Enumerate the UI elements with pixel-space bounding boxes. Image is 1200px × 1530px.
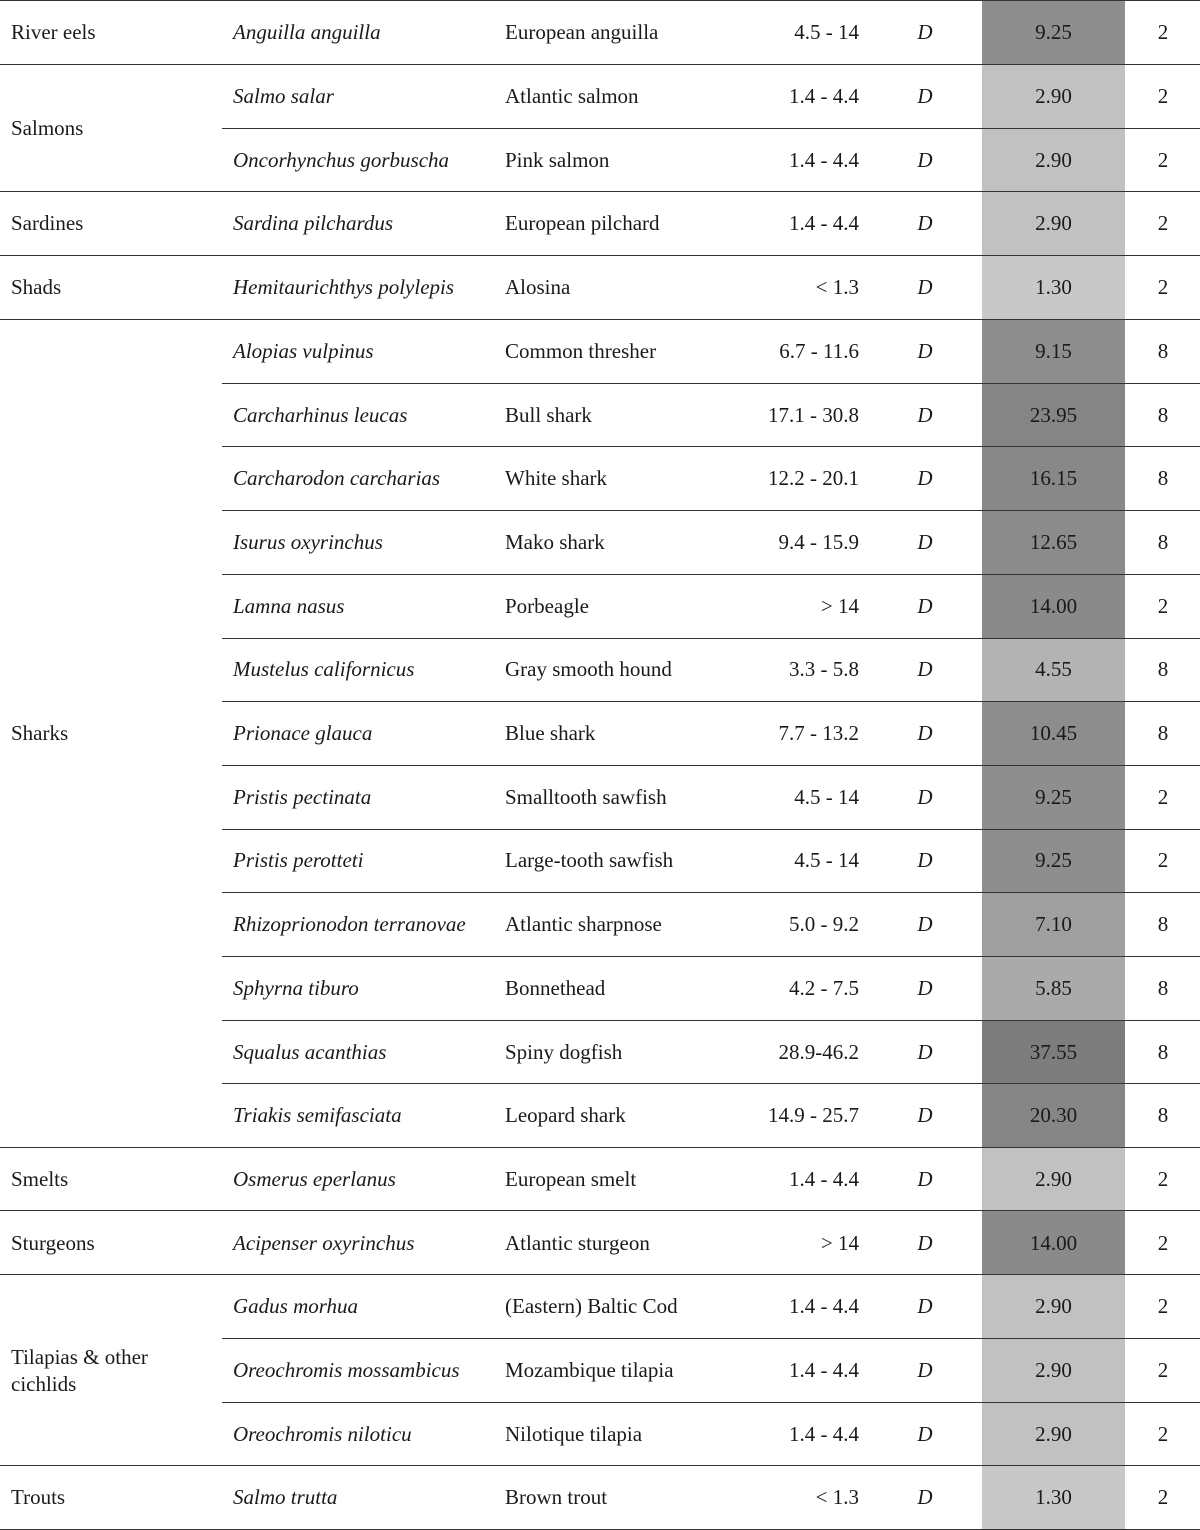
group-divider bbox=[0, 0, 1200, 1]
common-name: European smelt bbox=[505, 1166, 637, 1191]
range-value: 6.7 - 11.6 bbox=[779, 338, 859, 363]
mean-value: 9.25 bbox=[1035, 848, 1072, 873]
common-name: White shark bbox=[505, 466, 608, 491]
mean-value: 2.90 bbox=[1035, 84, 1072, 109]
count-value: 8 bbox=[1157, 975, 1169, 1000]
mean-value: 2.90 bbox=[1035, 1166, 1072, 1191]
range-value: 1.4 - 4.4 bbox=[789, 1166, 859, 1191]
range-value: 28.9-46.2 bbox=[778, 1039, 859, 1064]
scientific-name: Pristis pectinata bbox=[233, 784, 372, 809]
row-divider bbox=[222, 510, 1200, 511]
scientific-name: Pristis perotteti bbox=[233, 848, 364, 873]
count-value: 8 bbox=[1157, 1039, 1169, 1064]
code-label: D bbox=[917, 848, 933, 873]
mean-value: 7.10 bbox=[1035, 912, 1072, 937]
row-divider bbox=[222, 574, 1200, 575]
range-value: 1.4 - 4.4 bbox=[789, 1358, 859, 1383]
mean-value: 10.45 bbox=[1029, 721, 1078, 746]
mean-value: 37.55 bbox=[1029, 1039, 1078, 1064]
mean-value: 4.55 bbox=[1035, 657, 1072, 682]
common-name: Atlantic salmon bbox=[505, 84, 639, 109]
row-divider bbox=[222, 892, 1200, 893]
scientific-name: Sphyrna tiburo bbox=[233, 975, 359, 1000]
group-label: Shads bbox=[11, 275, 62, 300]
range-value: 1.4 - 4.4 bbox=[789, 147, 859, 172]
count-value: 2 bbox=[1157, 848, 1169, 873]
scientific-name: Rhizoprionodon terranovae bbox=[233, 912, 466, 937]
code-label: D bbox=[917, 784, 933, 809]
code-label: D bbox=[917, 1421, 933, 1446]
row-divider bbox=[222, 383, 1200, 384]
scientific-name: Triakis semifasciata bbox=[233, 1103, 402, 1128]
group-label: River eels bbox=[11, 20, 96, 45]
group-label: Sharks bbox=[11, 721, 69, 746]
count-value: 8 bbox=[1157, 529, 1169, 554]
range-value: 14.9 - 25.7 bbox=[768, 1103, 859, 1128]
mean-value: 9.25 bbox=[1035, 784, 1072, 809]
mean-value: 14.00 bbox=[1029, 1230, 1078, 1255]
mean-value: 2.90 bbox=[1035, 211, 1072, 236]
code-label: D bbox=[917, 1485, 933, 1510]
scientific-name: Prionace glauca bbox=[233, 721, 373, 746]
count-value: 2 bbox=[1157, 1166, 1169, 1191]
mean-value: 2.90 bbox=[1035, 1358, 1072, 1383]
common-name: (Eastern) Baltic Cod bbox=[505, 1294, 678, 1319]
row-divider bbox=[222, 956, 1200, 957]
count-value: 2 bbox=[1157, 1294, 1169, 1319]
row-divider bbox=[222, 638, 1200, 639]
code-label: D bbox=[917, 1230, 933, 1255]
scientific-name: Oncorhynchus gorbuscha bbox=[233, 147, 450, 172]
group-label: Tilapias & other cichlids bbox=[11, 1344, 148, 1396]
code-label: D bbox=[917, 657, 933, 682]
common-name: European pilchard bbox=[505, 211, 660, 236]
common-name: Alosina bbox=[505, 275, 571, 300]
range-value: 1.4 - 4.4 bbox=[789, 1421, 859, 1446]
group-divider bbox=[0, 319, 1200, 320]
count-value: 8 bbox=[1157, 1103, 1169, 1128]
code-label: D bbox=[917, 338, 933, 363]
count-value: 8 bbox=[1157, 466, 1169, 491]
code-label: D bbox=[917, 275, 933, 300]
group-divider bbox=[0, 255, 1200, 256]
count-value: 2 bbox=[1157, 147, 1169, 172]
common-name: Porbeagle bbox=[505, 593, 589, 618]
range-value: 1.4 - 4.4 bbox=[789, 84, 859, 109]
group-divider bbox=[0, 1147, 1200, 1148]
count-value: 2 bbox=[1157, 1358, 1169, 1383]
range-value: 4.5 - 14 bbox=[794, 784, 859, 809]
common-name: Bonnethead bbox=[505, 975, 606, 1000]
scientific-name: Alopias vulpinus bbox=[233, 338, 374, 363]
count-value: 8 bbox=[1157, 657, 1169, 682]
count-value: 8 bbox=[1157, 912, 1169, 937]
mean-value: 12.65 bbox=[1029, 529, 1078, 554]
group-divider bbox=[0, 1274, 1200, 1275]
row-divider bbox=[222, 701, 1200, 702]
range-value: 9.4 - 15.9 bbox=[778, 529, 859, 554]
group-divider bbox=[0, 191, 1200, 192]
mean-value: 2.90 bbox=[1035, 1421, 1072, 1446]
common-name: Mozambique tilapia bbox=[505, 1358, 674, 1383]
mean-value: 23.95 bbox=[1029, 402, 1078, 427]
count-value: 2 bbox=[1157, 20, 1169, 45]
row-divider bbox=[222, 1083, 1200, 1084]
common-name: Pink salmon bbox=[505, 147, 610, 172]
scientific-name: Sardina pilchardus bbox=[233, 211, 394, 236]
code-label: D bbox=[917, 1166, 933, 1191]
count-value: 2 bbox=[1157, 1421, 1169, 1446]
code-label: D bbox=[917, 1294, 933, 1319]
common-name: Leopard shark bbox=[505, 1103, 626, 1128]
group-divider bbox=[0, 1210, 1200, 1211]
common-name: Atlantic sharpnose bbox=[505, 912, 662, 937]
count-value: 2 bbox=[1157, 593, 1169, 618]
mean-value: 1.30 bbox=[1035, 1485, 1072, 1510]
common-name: Smalltooth sawfish bbox=[505, 784, 667, 809]
range-value: 1.4 - 4.4 bbox=[789, 1294, 859, 1319]
group-label: Trouts bbox=[11, 1485, 66, 1510]
group-label: Salmons bbox=[11, 115, 84, 140]
code-label: D bbox=[917, 721, 933, 746]
count-value: 2 bbox=[1157, 1485, 1169, 1510]
scientific-name: Carcharodon carcharias bbox=[233, 466, 441, 491]
common-name: Blue shark bbox=[505, 721, 596, 746]
common-name: Bull shark bbox=[505, 402, 592, 427]
common-name: Gray smooth hound bbox=[505, 657, 672, 682]
range-value: 12.2 - 20.1 bbox=[768, 466, 859, 491]
count-value: 2 bbox=[1157, 84, 1169, 109]
scientific-name: Squalus acanthias bbox=[233, 1039, 387, 1064]
scientific-name: Osmerus eperlanus bbox=[233, 1166, 396, 1191]
mean-value: 9.15 bbox=[1035, 338, 1072, 363]
count-value: 2 bbox=[1157, 784, 1169, 809]
range-value: < 1.3 bbox=[815, 275, 859, 300]
group-divider bbox=[0, 64, 1200, 65]
scientific-name: Mustelus californicus bbox=[233, 657, 415, 682]
mean-value: 14.00 bbox=[1029, 593, 1078, 618]
range-value: > 14 bbox=[820, 593, 859, 618]
scientific-name: Isurus oxyrinchus bbox=[233, 529, 383, 554]
mean-value: 1.30 bbox=[1035, 275, 1072, 300]
range-value: 4.5 - 14 bbox=[794, 848, 859, 873]
row-divider bbox=[222, 829, 1200, 830]
mean-value: 2.90 bbox=[1035, 147, 1072, 172]
common-name: Atlantic sturgeon bbox=[505, 1230, 650, 1255]
range-value: 4.5 - 14 bbox=[794, 20, 859, 45]
group-label: Sturgeons bbox=[11, 1230, 95, 1255]
code-label: D bbox=[917, 84, 933, 109]
scientific-name: Salmo trutta bbox=[233, 1485, 338, 1510]
group-label: Sardines bbox=[11, 211, 84, 236]
count-value: 8 bbox=[1157, 402, 1169, 427]
code-label: D bbox=[917, 593, 933, 618]
mean-value: 2.90 bbox=[1035, 1294, 1072, 1319]
common-name: Common thresher bbox=[505, 338, 657, 363]
common-name: Mako shark bbox=[505, 529, 605, 554]
row-divider bbox=[222, 1338, 1200, 1339]
mean-value: 9.25 bbox=[1035, 20, 1072, 45]
range-value: > 14 bbox=[820, 1230, 859, 1255]
code-label: D bbox=[917, 1103, 933, 1128]
code-label: D bbox=[917, 1039, 933, 1064]
code-label: D bbox=[917, 211, 933, 236]
scientific-name: Hemitaurichthys polylepis bbox=[233, 275, 455, 300]
scientific-name: Lamna nasus bbox=[233, 593, 345, 618]
count-value: 2 bbox=[1157, 275, 1169, 300]
common-name: European anguilla bbox=[505, 20, 659, 45]
common-name: Brown trout bbox=[505, 1485, 608, 1510]
range-value: 7.7 - 13.2 bbox=[778, 721, 859, 746]
scientific-name: Anguilla anguilla bbox=[233, 20, 381, 45]
count-value: 8 bbox=[1157, 338, 1169, 363]
code-label: D bbox=[917, 975, 933, 1000]
mean-value: 16.15 bbox=[1029, 466, 1078, 491]
range-value: 4.2 - 7.5 bbox=[789, 975, 859, 1000]
mean-value: 20.30 bbox=[1029, 1103, 1078, 1128]
common-name: Large-tooth sawfish bbox=[505, 848, 674, 873]
code-label: D bbox=[917, 912, 933, 937]
code-label: D bbox=[917, 1358, 933, 1383]
common-name: Nilotique tilapia bbox=[505, 1421, 643, 1446]
row-divider bbox=[222, 1020, 1200, 1021]
count-value: 2 bbox=[1157, 211, 1169, 236]
scientific-name: Oreochromis mossambicus bbox=[233, 1358, 460, 1383]
common-name: Spiny dogfish bbox=[505, 1039, 623, 1064]
row-divider bbox=[222, 446, 1200, 447]
count-value: 2 bbox=[1157, 1230, 1169, 1255]
scientific-name: Carcharhinus leucas bbox=[233, 402, 408, 427]
code-label: D bbox=[917, 466, 933, 491]
scientific-name: Acipenser oxyrinchus bbox=[233, 1230, 415, 1255]
row-divider bbox=[222, 765, 1200, 766]
group-label: Smelts bbox=[11, 1166, 69, 1191]
code-label: D bbox=[917, 147, 933, 172]
range-value: 5.0 - 9.2 bbox=[789, 912, 859, 937]
code-label: D bbox=[917, 20, 933, 45]
code-label: D bbox=[917, 529, 933, 554]
scientific-name: Gadus morhua bbox=[233, 1294, 359, 1319]
range-value: 3.3 - 5.8 bbox=[789, 657, 859, 682]
row-divider bbox=[222, 128, 1200, 129]
mean-value: 5.85 bbox=[1035, 975, 1072, 1000]
group-divider bbox=[0, 1465, 1200, 1466]
range-value: 17.1 - 30.8 bbox=[768, 402, 859, 427]
scientific-name: Salmo salar bbox=[233, 84, 334, 109]
range-value: < 1.3 bbox=[815, 1485, 859, 1510]
row-divider bbox=[222, 1402, 1200, 1403]
range-value: 1.4 - 4.4 bbox=[789, 211, 859, 236]
code-label: D bbox=[917, 402, 933, 427]
count-value: 8 bbox=[1157, 721, 1169, 746]
scientific-name: Oreochromis niloticu bbox=[233, 1421, 412, 1446]
